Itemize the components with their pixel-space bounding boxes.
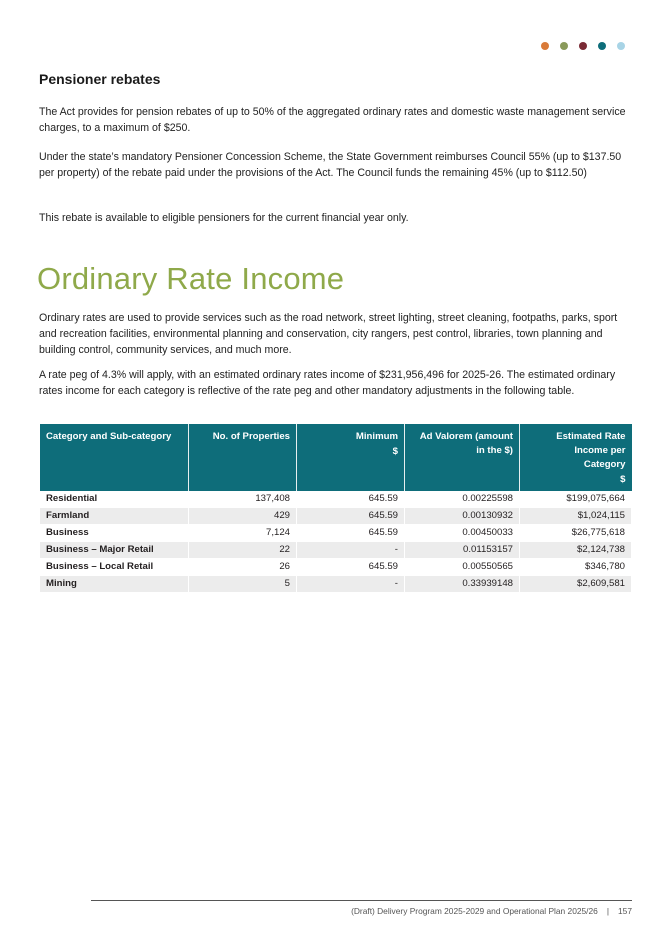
cell-minimum: 645.59: [297, 559, 405, 576]
table-row: [40, 576, 632, 593]
ordinary-rate-income-heading: Ordinary Rate Income: [37, 261, 345, 296]
dot-teal: [598, 42, 606, 50]
cell-properties: 22: [189, 542, 297, 559]
ordinary-paragraph-2: A rate peg of 4.3% will apply, with an estimated ordinary rates income of $231,956,496 for 2025-26. The estimated ordinary rates income for each category is reflective of the rate peg and other mandatory adjustments in the following table.: [39, 369, 616, 397]
table-header-row: [40, 424, 632, 491]
pensioner-paragraph-3: This rebate is available to eligible pensioners for the current financial year only.: [39, 212, 409, 224]
cell-properties: 137,408: [189, 491, 297, 508]
cell-ad-valorem: 0.33939148: [405, 576, 520, 593]
header-minimum: [297, 424, 405, 491]
cell-properties: 7,124: [189, 525, 297, 542]
cell-properties: 429: [189, 508, 297, 525]
cell-properties: 5: [189, 576, 297, 593]
header-minimum-label: Minimum: [355, 431, 398, 442]
cell-ad-valorem: 0.00225598: [405, 491, 520, 508]
pensioner-paragraph-1: The Act provides for pension rebates of up to 50% of the aggregated ordinary rates and domestic waste management service charges, to a maximum of $250.: [39, 106, 626, 134]
cell-estimated: $2,124,738: [520, 542, 632, 559]
footer-document-title: (Draft) Delivery Program 2025-2029 and Operational Plan 2025/26: [351, 906, 598, 916]
cell-category: Farmland: [40, 508, 189, 525]
pensioner-rebates-heading: Pensioner rebates: [39, 71, 161, 87]
cell-estimated: $2,609,581: [520, 576, 632, 593]
table-row: [40, 491, 632, 508]
cell-ad-valorem: 0.01153157: [405, 542, 520, 559]
cell-minimum: 645.59: [297, 491, 405, 508]
page-number: 157: [618, 906, 632, 916]
pensioner-paragraph-2: Under the state’s mandatory Pensioner Concession Scheme, the State Government reimburses Council 55% (up to $137.50 per property) of the rebate paid under the provisions of the Act. The Council funds the remaining 45% (up to $112.50): [39, 151, 622, 179]
rate-income-table: [40, 424, 632, 593]
header-ad-valorem: Ad Valorem (amount in the $): [405, 424, 520, 491]
header-minimum-unit: $: [392, 446, 398, 457]
ordinary-paragraph-1: Ordinary rates are used to provide services such as the road network, street lighting, street cleaning, footpaths, parks, sport and recreation facilities, environmental planning and conservation, city rangers, pest control, libraries, town planning and building control, community services, and much more.: [39, 312, 618, 356]
cell-estimated: $199,075,664: [520, 491, 632, 508]
cell-estimated: $346,780: [520, 559, 632, 576]
cell-category: Business: [40, 525, 189, 542]
header-estimated-unit: $: [620, 474, 626, 485]
cell-ad-valorem: 0.00450033: [405, 525, 520, 542]
footer-separator: |: [606, 906, 610, 916]
page-footer: [351, 906, 632, 916]
cell-minimum: 645.59: [297, 508, 405, 525]
dot-orange: [541, 42, 549, 50]
dot-maroon: [579, 42, 587, 50]
cell-category: Business – Major Retail: [40, 542, 189, 559]
table-row: [40, 525, 632, 542]
dot-olive: [560, 42, 568, 50]
cell-estimated: $1,024,115: [520, 508, 632, 525]
header-properties: No. of Properties: [189, 424, 297, 491]
table-row: [40, 559, 632, 576]
header-estimated-label: Estimated Rate Income per Category: [556, 431, 626, 470]
cell-estimated: $26,775,618: [520, 525, 632, 542]
cell-category: Residential: [40, 491, 189, 508]
dot-light-blue: [617, 42, 625, 50]
table-row: [40, 508, 632, 525]
header-dots: [541, 42, 625, 50]
cell-properties: 26: [189, 559, 297, 576]
footer-divider: [91, 900, 632, 901]
cell-ad-valorem: 0.00550565: [405, 559, 520, 576]
header-category: Category and Sub-category: [40, 424, 189, 491]
cell-ad-valorem: 0.00130932: [405, 508, 520, 525]
cell-minimum: -: [297, 542, 405, 559]
cell-minimum: 645.59: [297, 525, 405, 542]
header-estimated: [520, 424, 632, 491]
cell-category: Business – Local Retail: [40, 559, 189, 576]
cell-minimum: -: [297, 576, 405, 593]
cell-category: Mining: [40, 576, 189, 593]
table-row: [40, 542, 632, 559]
